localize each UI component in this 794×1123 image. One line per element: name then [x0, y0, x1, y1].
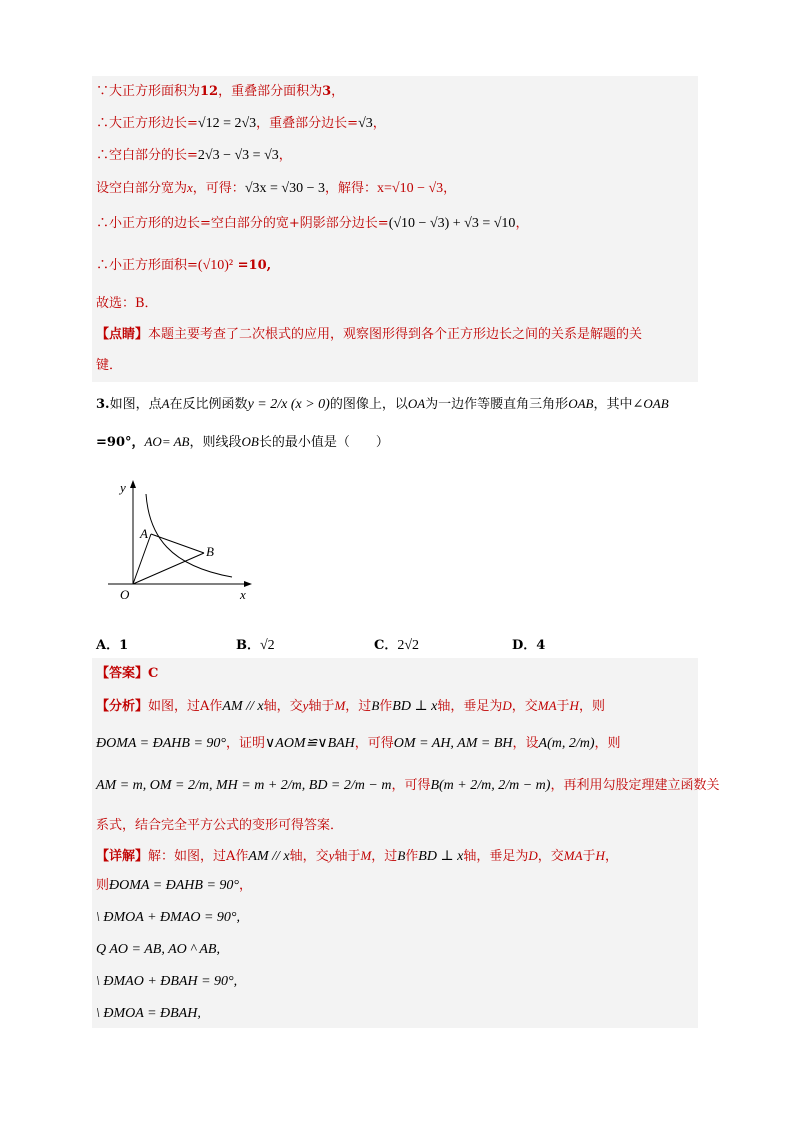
- solution-remark-line-2: 键．: [96, 358, 123, 373]
- solution-remark-line-1: 【点睛】本题主要考查了二次根式的应用，观察图形得到各个正方形边长之间的关系是解题的关: [96, 327, 643, 342]
- option-d: D．4: [512, 638, 546, 653]
- label-y: y: [120, 480, 126, 495]
- segment-OA: [133, 534, 151, 584]
- question-line-1: 3.如图，点A在反比例函数y = 2/x (x > 0)的图像上，以OA为一边作等腰直角三角形OAB，其中∠OAB: [96, 396, 669, 412]
- solution-line-2: ∴大正方形边长=√12 = 2√3，重叠部分边长=√3，: [96, 116, 386, 131]
- detail-line-2: 则ÐOMA = ÐAHB = 90°，: [96, 878, 253, 893]
- segment-OB: [133, 553, 204, 584]
- y-axis-arrow: [130, 480, 136, 488]
- solution-line-4: 设空白部分宽为x，可得：√3x = √30 − 3，解得：x=√10 − √3，: [96, 180, 457, 196]
- solution-line-1: ∵大正方形面积为12，重叠部分面积为3，: [96, 84, 345, 99]
- label-O: O: [120, 587, 130, 602]
- label-x: x: [240, 587, 246, 602]
- option-b: B．√2: [236, 638, 275, 653]
- segment-AB: [151, 534, 204, 553]
- detail-line-3: \ ÐMOA + ÐMAO = 90°,: [96, 910, 240, 925]
- solution-line-3: ∴空白部分的长=2√3 − √3 = √3，: [96, 148, 292, 163]
- question-line-2: =90°，AO= AB，则线段OB长的最小值是（ ）: [96, 434, 389, 450]
- label-B: B: [206, 544, 214, 559]
- analysis-line-4: 系式，结合完全平方公式的变形可得答案．: [96, 818, 344, 833]
- analysis-line-1: 【分析】如图，过A作AM // x轴，交y轴于M，过B作BD ⊥ x轴，垂足为D，交MA于H，则: [96, 698, 605, 714]
- detail-line-6: \ ÐMOA = ÐBAH,: [96, 1006, 201, 1021]
- solution-line-7: 故选：B．: [96, 296, 158, 311]
- option-c: C．2√2: [374, 638, 420, 653]
- solution-line-5: ∴小正方形的边长=空白部分的宽+阴影部分边长=(√10 − √3) + √3 = √10，: [96, 216, 529, 231]
- label-A: A: [140, 526, 148, 541]
- option-a: A．1: [96, 638, 129, 653]
- analysis-line-3: AM = m, OM = 2/m, MH = m + 2/m, BD = 2/m − m，可得B(m + 2/m, 2/m − m)，再利用勾股定理建立函数关: [96, 778, 720, 793]
- answer-line: 【答案】C: [96, 666, 159, 681]
- solution-line-6: ∴小正方形面积=(√10)² =10,: [96, 258, 272, 273]
- hyperbola-curve: [146, 494, 232, 577]
- question-figure: [100, 476, 260, 606]
- detail-line-5: \ ÐMAO + ÐBAH = 90°,: [96, 974, 238, 989]
- analysis-line-2: ÐOMA = ÐAHB = 90°，证明∨AOM≌∨BAH，可得OM = AH, AM = BH，设A(m, 2/m)，则: [96, 736, 621, 751]
- detail-line-4: Q AO = AB, AO ^ AB,: [96, 942, 220, 957]
- detail-line-1: 【详解】解：如图，过A作AM // x轴，交y轴于M，过B作BD ⊥ x轴，垂足为D，交MA于H，: [96, 848, 618, 864]
